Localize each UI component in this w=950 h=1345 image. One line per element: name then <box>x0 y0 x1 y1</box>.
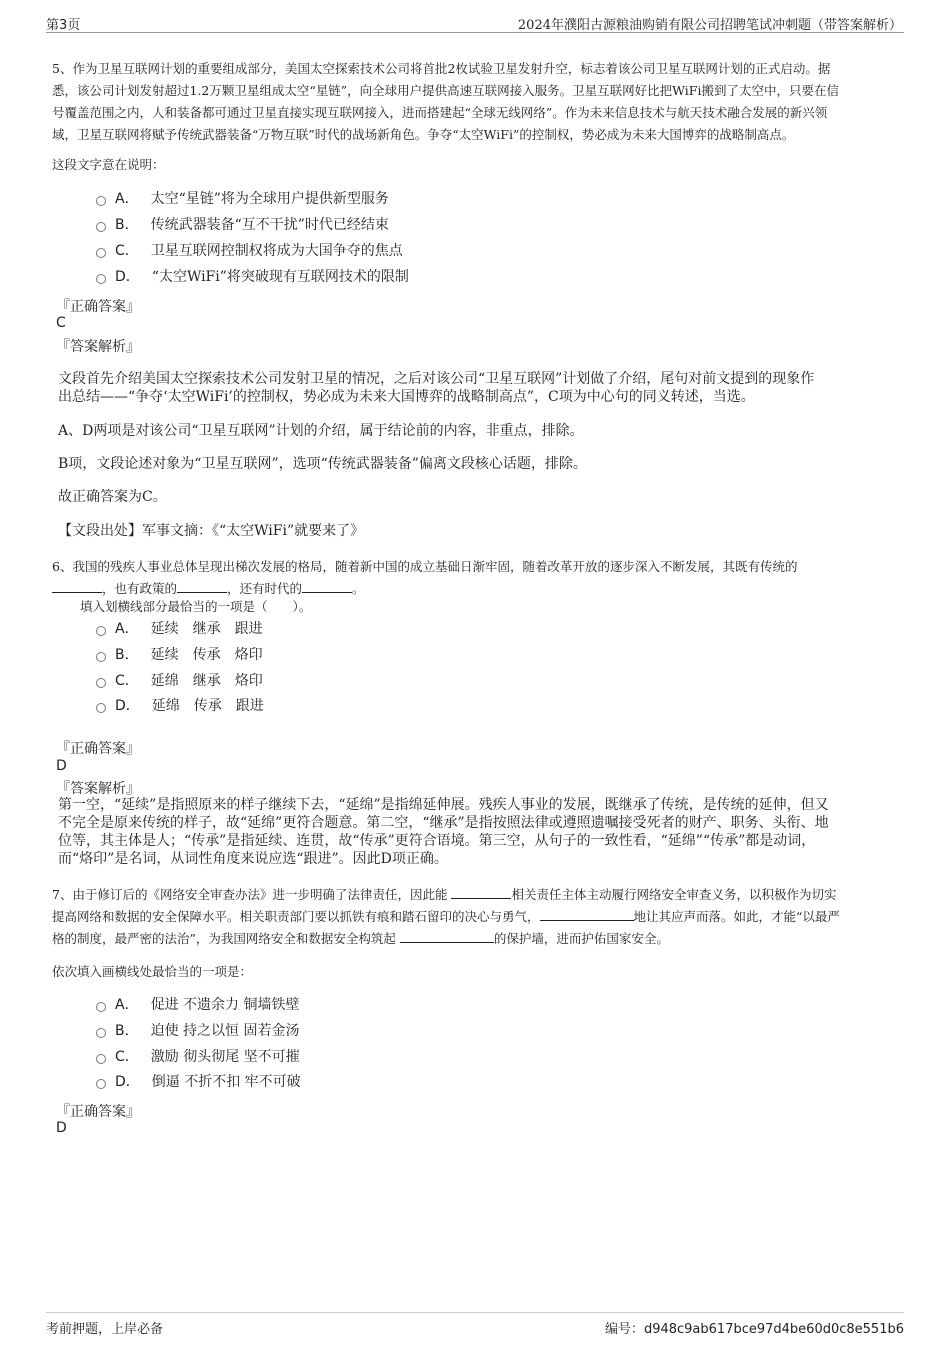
blank-line <box>451 898 511 899</box>
q6-option-a[interactable] <box>96 618 277 640</box>
option-text: 倒逼 不折不扣 牢不可破 <box>151 1074 301 1090</box>
stem-fragment: ，还有时代的 <box>227 581 303 596</box>
analysis-label: 『答案解析』 <box>56 339 140 355</box>
stem-fragment: 的保护墙，进而护佑国家安全。 <box>493 931 669 946</box>
correct-answer-value: D <box>56 758 67 774</box>
analysis-line: 位等，其主体是人；“传承”是指延续、连贯，故“传承”更符合语境。第三空，从句子的一致性看，“延绵”“传承”都是动词， <box>58 833 816 849</box>
page-header <box>46 10 904 33</box>
blank-line <box>540 920 634 921</box>
radio-icon[interactable] <box>96 703 106 713</box>
blank-line <box>302 592 352 593</box>
stem-fragment: 7、由于修订后的《网络安全审查办法》进一步明确了法律责任，因此能 <box>52 887 452 902</box>
analysis-paragraph <box>58 796 888 868</box>
question-5-lead: 这段文字意在说明： <box>52 157 165 172</box>
q7-option-b[interactable] <box>96 1020 300 1042</box>
q6-option-b[interactable] <box>96 644 277 666</box>
page-number: 第3页 <box>46 18 81 33</box>
radio-icon[interactable] <box>96 626 106 636</box>
option-text: 促进 不遗余力 铜墙铁壁 <box>150 997 300 1013</box>
stem-fragment: 地让其应声而落。如此，才能“以最严 <box>633 909 840 924</box>
analysis-label: 『答案解析』 <box>56 781 140 797</box>
radio-icon[interactable] <box>96 222 106 232</box>
analysis-line: 出总结——“争夺‘太空WiFi’的控制权，势必成为未来大国博弈的战略制高点”，C项为中心句的同义转述，当选。 <box>58 389 755 405</box>
correct-answer-value: D <box>56 1120 67 1136</box>
option-text: 激励 彻头彻尾 坚不可摧 <box>150 1049 300 1065</box>
question-7-stem <box>52 884 892 950</box>
blank-line <box>400 942 494 943</box>
analysis-line: 不完全是原来传统的样子，故“延绵”更符合题意。第二空，“继承”是指按照法律或遵照遗嘱接受死者的财产、职务、头衔、地 <box>58 815 829 831</box>
q6-option-d[interactable] <box>96 695 278 717</box>
option-text: 迫使 持之以恒 固若金汤 <box>150 1023 300 1039</box>
option-text: 延绵 继承 烙印 <box>150 673 263 689</box>
radio-icon[interactable] <box>96 248 106 258</box>
q5-option-a[interactable] <box>96 188 389 210</box>
footer-code <box>605 1318 904 1337</box>
option-letter: C． <box>115 1049 139 1065</box>
stem-line: 5、作为卫星互联网计划的重要组成部分，美国太空探索技术公司将首批2枚试验卫星发射升空，标志着该公司卫星互联网计划的正式启动。据 <box>52 61 831 76</box>
analysis-paragraph: B项，文段论述对象为“卫星互联网”，选项“传统武器装备”偏离文段核心话题，排除。 <box>58 456 587 472</box>
correct-answer-label: 『正确答案』 <box>56 1104 140 1120</box>
analysis-line: 第一空，“延续”是指照原来的样子继续下去，“延绵”是指绵延伸展。残疾人事业的发展，既继承了传统，是传统的延伸，但又 <box>58 797 829 813</box>
stem-fragment: 相关责任主体主动履行网络安全审查义务，以积极作为切实 <box>511 887 837 902</box>
q7-option-d[interactable] <box>96 1071 301 1093</box>
radio-icon[interactable] <box>96 1028 106 1038</box>
stem-line: 6、我国的残疾人事业总体呈现出梯次发展的格局，随着新中国的成立基础日渐牢固，随着改革开放的逐步深入不断发展，其既有传统的 <box>52 559 798 574</box>
q7-option-a[interactable] <box>96 994 299 1016</box>
footer-slogan: 考前押题，上岸必备 <box>46 1322 164 1337</box>
option-letter: B． <box>115 217 139 233</box>
stem-fragment: 格的制度，最严密的法治”，为我国网络安全和数据安全构筑起 <box>52 931 400 946</box>
radio-icon[interactable] <box>96 274 106 284</box>
question-6-lead: 填入划横线部分最恰当的一项是（ ）。 <box>80 599 312 614</box>
stem-line: 号覆盖范围之内，人和装备都可通过卫星直接实现互联网接入，进而搭建起“全球无线网络”。作为未来信息技术与航天技术融合发展的新兴领 <box>52 105 828 120</box>
code-label: 编号： <box>604 1322 644 1337</box>
option-text: 卫星互联网控制权将成为大国争夺的焦点 <box>150 243 403 259</box>
analysis-line: 文段首先介绍美国太空探索技术公司发射卫星的情况，之后对该公司“卫星互联网”计划做了介绍，尾句对前文提到的现象作 <box>58 371 815 387</box>
question-6-stem <box>52 556 892 600</box>
option-letter: B． <box>115 1023 139 1039</box>
correct-answer-label: 『正确答案』 <box>56 299 140 315</box>
option-letter: A． <box>115 997 139 1013</box>
option-letter: D． <box>115 269 140 285</box>
analysis-line: 而“烙印”是名词，从词性角度来说应选“跟进”。因此D项正确。 <box>58 851 448 867</box>
option-text: 延续 继承 跟进 <box>150 621 263 637</box>
correct-answer-value: C <box>56 315 66 331</box>
option-text: 延续 传承 烙印 <box>150 647 263 663</box>
correct-answer-label: 『正确答案』 <box>56 741 140 757</box>
radio-icon[interactable] <box>96 1054 106 1064</box>
radio-icon[interactable] <box>96 196 106 206</box>
option-letter: A． <box>115 621 139 637</box>
option-letter: B． <box>115 647 139 663</box>
option-letter: A． <box>115 191 139 207</box>
q5-option-b[interactable] <box>96 214 389 236</box>
stem-line <box>52 884 892 906</box>
stem-fragment: 提高网络和数据的安全保障水平。相关职责部门要以抓铁有痕和踏石留印的决心与勇气， <box>52 909 540 924</box>
option-text: “太空WiFi”将突破现有互联网技术的限制 <box>151 269 409 285</box>
option-letter: D． <box>115 1074 140 1090</box>
option-letter: C． <box>115 243 139 259</box>
radio-icon[interactable] <box>96 1079 106 1089</box>
code-value: d948c9ab617bce97d4be60d0c8e551b6 <box>643 1322 904 1337</box>
source-note: 【文段出处】军事文摘：《“太空WiFi”就要来了》 <box>58 523 365 539</box>
radio-icon[interactable] <box>96 652 106 662</box>
analysis-paragraph: 故正确答案为C。 <box>58 489 167 505</box>
q5-option-c[interactable] <box>96 240 403 262</box>
stem-line <box>52 928 892 950</box>
option-text: 传统武器装备“互不干扰”时代已经结束 <box>150 217 389 233</box>
option-letter: C． <box>115 673 139 689</box>
question-5-stem <box>52 58 892 146</box>
option-letter: D． <box>115 698 140 714</box>
radio-icon[interactable] <box>96 678 106 688</box>
stem-fragment: 。 <box>352 581 365 596</box>
q7-option-c[interactable] <box>96 1046 300 1068</box>
stem-fragment: ，也有政策的 <box>102 581 178 596</box>
q5-option-d[interactable] <box>96 266 409 288</box>
analysis-paragraph <box>58 370 888 406</box>
analysis-paragraph: A、D两项是对该公司“卫星互联网”计划的介绍，属于结论前的内容，非重点，排除。 <box>58 423 584 439</box>
blank-line <box>177 592 227 593</box>
document-title: 2024年濮阳古源粮油购销有限公司招聘笔试冲刺题（带答案解析） <box>517 18 902 33</box>
page-footer <box>46 1312 904 1339</box>
stem-line: 域，卫星互联网将赋予传统武器装备“万物互联”时代的战场新角色。争夺“太空WiFi”的控制权，势必成为未来大国博弈的战略制高点。 <box>52 127 795 142</box>
option-text: 延绵 传承 跟进 <box>151 698 264 714</box>
option-text: 太空“星链”将为全球用户提供新型服务 <box>150 191 389 207</box>
radio-icon[interactable] <box>96 1002 106 1012</box>
stem-line: 悉，该公司计划发射超过1.2万颗卫星组成太空“星链”，向全球用户提供高速互联网接入服务。卫星互联网好比把WiFi搬到了太空中，只要在信 <box>52 83 839 98</box>
question-7-lead: 依次填入画横线处最恰当的一项是： <box>52 964 253 979</box>
blank-line <box>52 592 102 593</box>
q6-option-c[interactable] <box>96 670 277 692</box>
stem-line <box>52 906 892 928</box>
